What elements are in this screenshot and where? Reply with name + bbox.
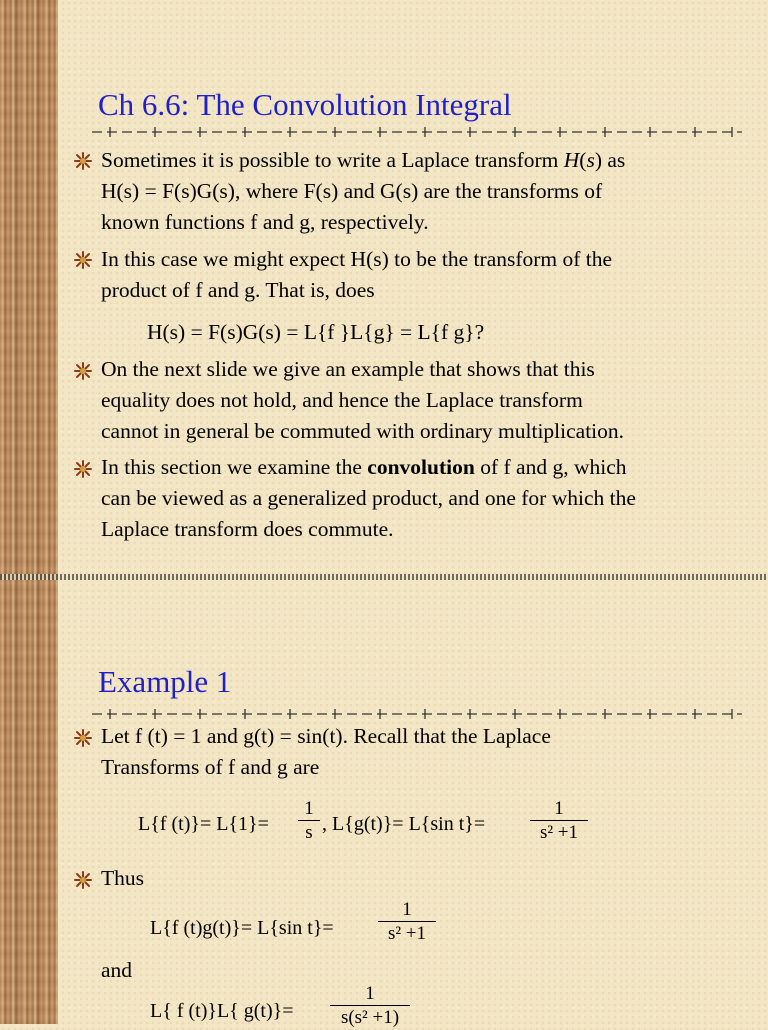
example-line1: Let f (t) = 1 and g(t) = sin(t). Recall that the Laplace (101, 724, 551, 748)
thus-text: Thus (101, 866, 144, 890)
title-underline-rule (92, 708, 742, 720)
bullet1-line3: known functions f and g, respectively. (101, 210, 429, 234)
bullet4-line2: can be viewed as a generalized product, and one for which the (101, 486, 636, 510)
slide-separator (0, 574, 768, 580)
star-burst-icon (74, 152, 92, 170)
bullet4-line3: Laplace transform does commute. (101, 517, 394, 541)
star-burst-icon (74, 460, 92, 478)
bullet2-line2: product of f and g. That is, does (101, 278, 375, 302)
bullet3-line2: equality does not hold, and hence the Laplace transform (101, 388, 583, 412)
eq1-fraction2: 1 s² +1 (530, 798, 588, 845)
slide1-title: Ch 6.6: The Convolution Integral (98, 87, 512, 122)
bullet3-line1: On the next slide we give an example that shows that this (101, 357, 595, 381)
bullet1-line2: H(s) = F(s)G(s), where F(s) and G(s) are the transforms of (101, 179, 603, 203)
equation-product-question: H(s) = F(s)G(s) = L{f }L{g} = L{f g}? (147, 320, 485, 344)
bullet4-line1: In this section we examine the convolution of f and g, which (101, 455, 627, 479)
eq2-fraction: 1 s² +1 (378, 899, 436, 946)
bullet1-line1: Sometimes it is possible to write a Laplace transform H(s) as (101, 148, 626, 172)
eq3-left: L{ f (t)}L{ g(t)}= (150, 1000, 294, 1022)
star-burst-icon (74, 729, 92, 747)
eq2-left: L{f (t)g(t)}= L{sin t}= (150, 917, 334, 939)
eq1-middle: , L{g(t)}= L{sin t}= (322, 813, 486, 835)
bullet3-line3: cannot in general be commuted with ordinary multiplication. (101, 419, 625, 443)
bullet2-line1: In this case we might expect H(s) to be the transform of the (101, 247, 613, 271)
eq1-fraction1: 1 s (298, 798, 320, 845)
and-text: and (101, 958, 133, 982)
title-underline-rule (92, 126, 742, 138)
eq3-fraction: 1 s(s² +1) (330, 983, 410, 1030)
left-decorative-strip (0, 0, 58, 1024)
star-burst-icon (74, 251, 92, 269)
example-line2: Transforms of f and g are (101, 755, 320, 779)
eq1-left: L{f (t)}= L{1}= (138, 813, 269, 835)
slide2-title: Example 1 (98, 664, 232, 699)
star-burst-icon (74, 871, 92, 889)
star-burst-icon (74, 362, 92, 380)
